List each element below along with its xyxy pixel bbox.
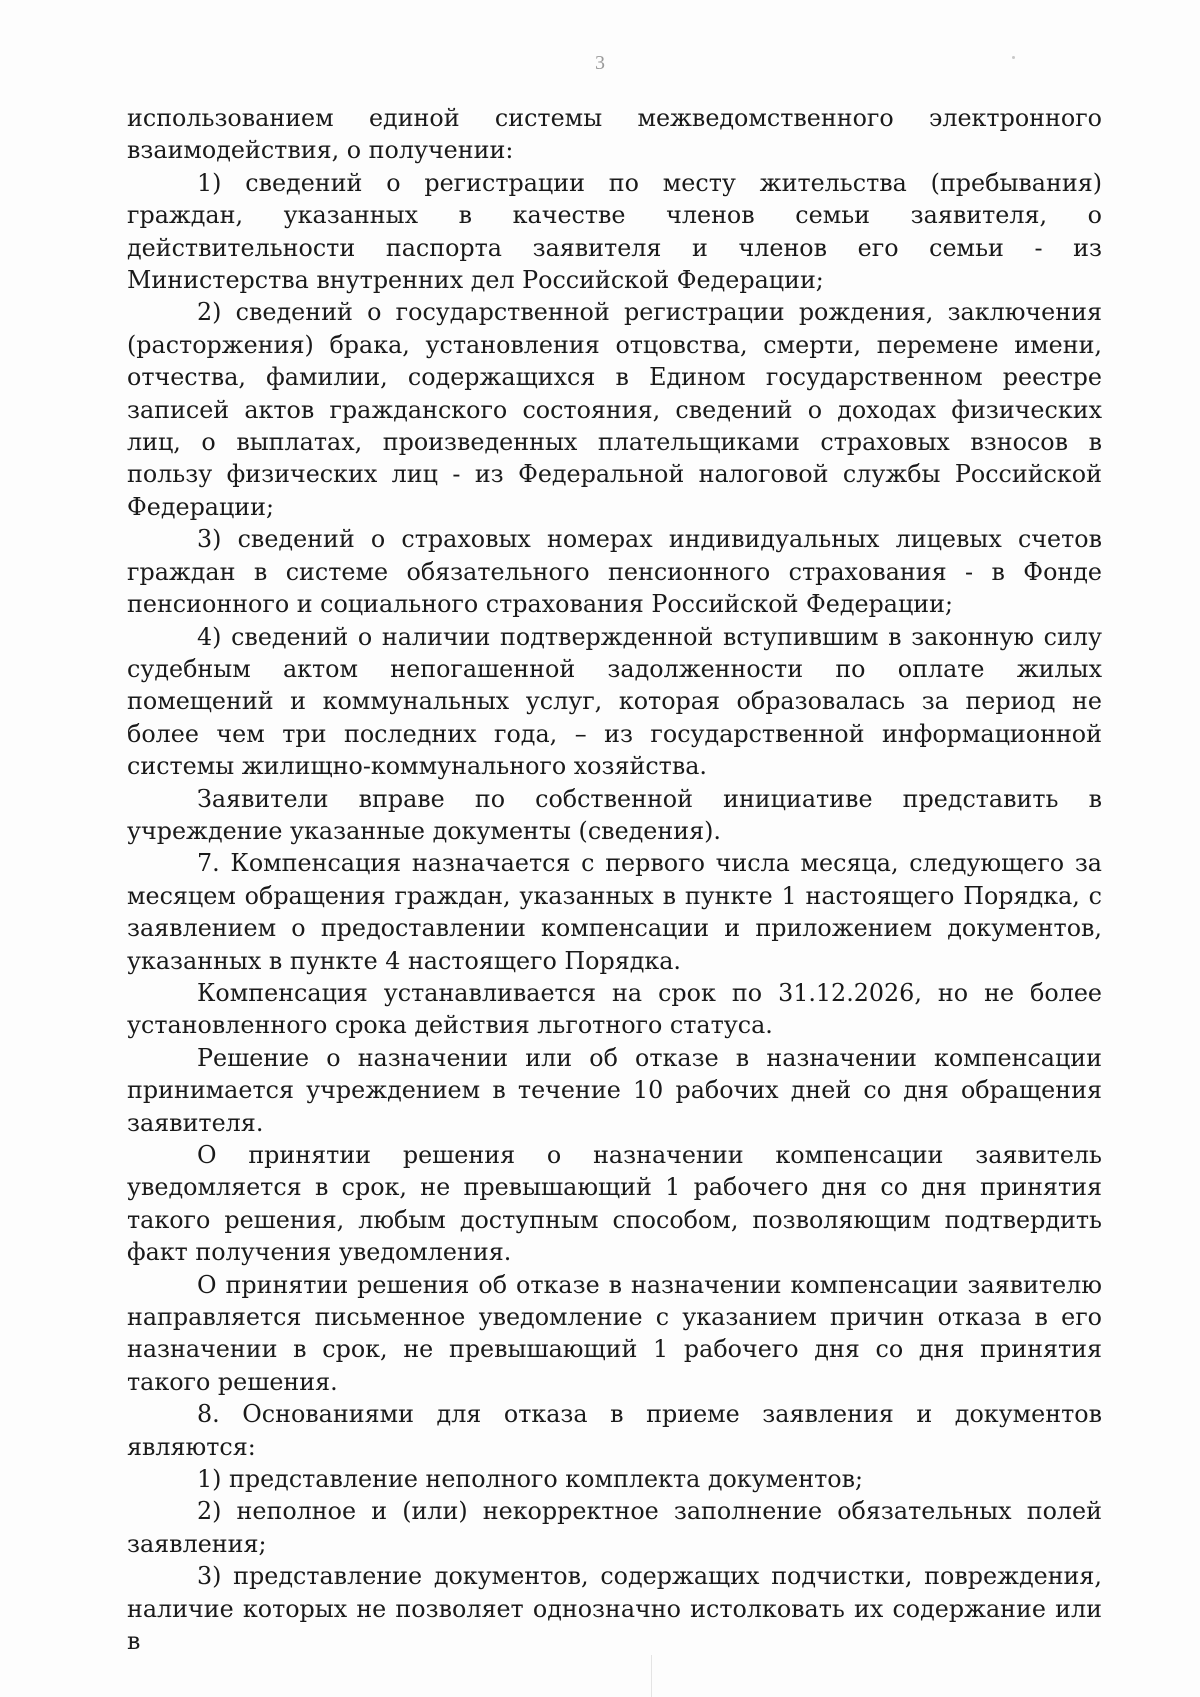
paragraph-refusal-ground-1: 1) представление неполного комплекта документов; (197, 1465, 864, 1494)
paragraph-compensation-term: Компенсация устанавливается на срок по 31.12.2026, но не более установленного срока действия льготного статуса. (127, 978, 1102, 1040)
paragraph-approval-notice: О принятии решения о назначении компенсации заявитель уведомляется в срок, не превышающий 1 рабочего дня со дня принятия такого решения, любым доступным способом, позволяющим подтвердить факт получения уведомления. (127, 1141, 1102, 1267)
document-body (127, 102, 1102, 1658)
paragraph-item-3: 3) сведений о страховых номерах индивидуальных лицевых счетов граждан в системе обязательного пенсионного страхования - в Фонде пенсионного и социального страхования Российской Федерации; (127, 525, 1102, 619)
paragraph-continuation: использованием единой системы межведомственного электронного взаимодействия, о получении: (127, 104, 1102, 165)
paragraph-item-4: 4) сведений о наличии подтвержденной вступившим в законную силу судебным актом непогашенной задолженности по оплате жилых помещений и коммунальных услуг, которая образовалась за период не более чем три последних года, – из государственной информационной системы жилищно-коммунального хозяйства. (127, 622, 1102, 781)
paragraph-clause-7: 7. Компенсация назначается с первого числа месяца, следующего за месяцем обращения граждан, указанных в пункте 1 настоящего Порядка, с заявлением о предоставлении компенсации и приложением документов, указанных в пункте 4 настоящего Порядка. (127, 849, 1102, 975)
paragraph-refusal-notice: О принятии решения об отказе в назначении компенсации заявителю направляется письменное уведомление с указанием причин отказа в его назначении в срок, не превышающий 1 рабочего дня со дня принятия такого решения. (127, 1270, 1102, 1396)
page-number: 3 (595, 52, 605, 74)
paragraph-item-1: 1) сведений о регистрации по месту жительства (пребывания) граждан, указанных в качестве членов семьи заявителя, о действительности паспорта заявителя и членов его семьи - из Министерства внутренних дел Российской Федерации; (127, 168, 1102, 295)
scan-fold-line (651, 1655, 652, 1697)
paragraph-refusal-ground-2: 2) неполное и (или) некорректное заполнение обязательных полей заявления; (127, 1497, 1102, 1558)
paragraph-decision-deadline: Решение о назначении или об отказе в назначении компенсации принимается учреждением в течение 10 рабочих дней со дня обращения заявителя. (127, 1043, 1102, 1137)
paragraph-item-2: 2) сведений о государственной регистрации рождения, заключения (расторжения) брака, установления отцовства, смерти, перемене имени, отчества, фамилии, содержащихся в Едином государственном реестре записей актов гражданского состояния, сведений о доходах физических лиц, о выплатах, произведенных плательщиками страховых взносов в пользу физических лиц - из Федеральной налоговой службы Российской Федерации; (127, 298, 1102, 521)
paragraph-clause-8: 8. Основаниями для отказа в приеме заявления и документов являются: (127, 1400, 1102, 1461)
paragraph-refusal-ground-3: 3) представление документов, содержащих подчистки, повреждения, наличие которых не позволяет однозначно истолковать их содержание или в (127, 1562, 1102, 1656)
paragraph-applicants-right: Заявители вправе по собственной инициативе представить в учреждение указанные документы (сведения). (127, 784, 1102, 845)
scan-speck (1012, 56, 1015, 59)
